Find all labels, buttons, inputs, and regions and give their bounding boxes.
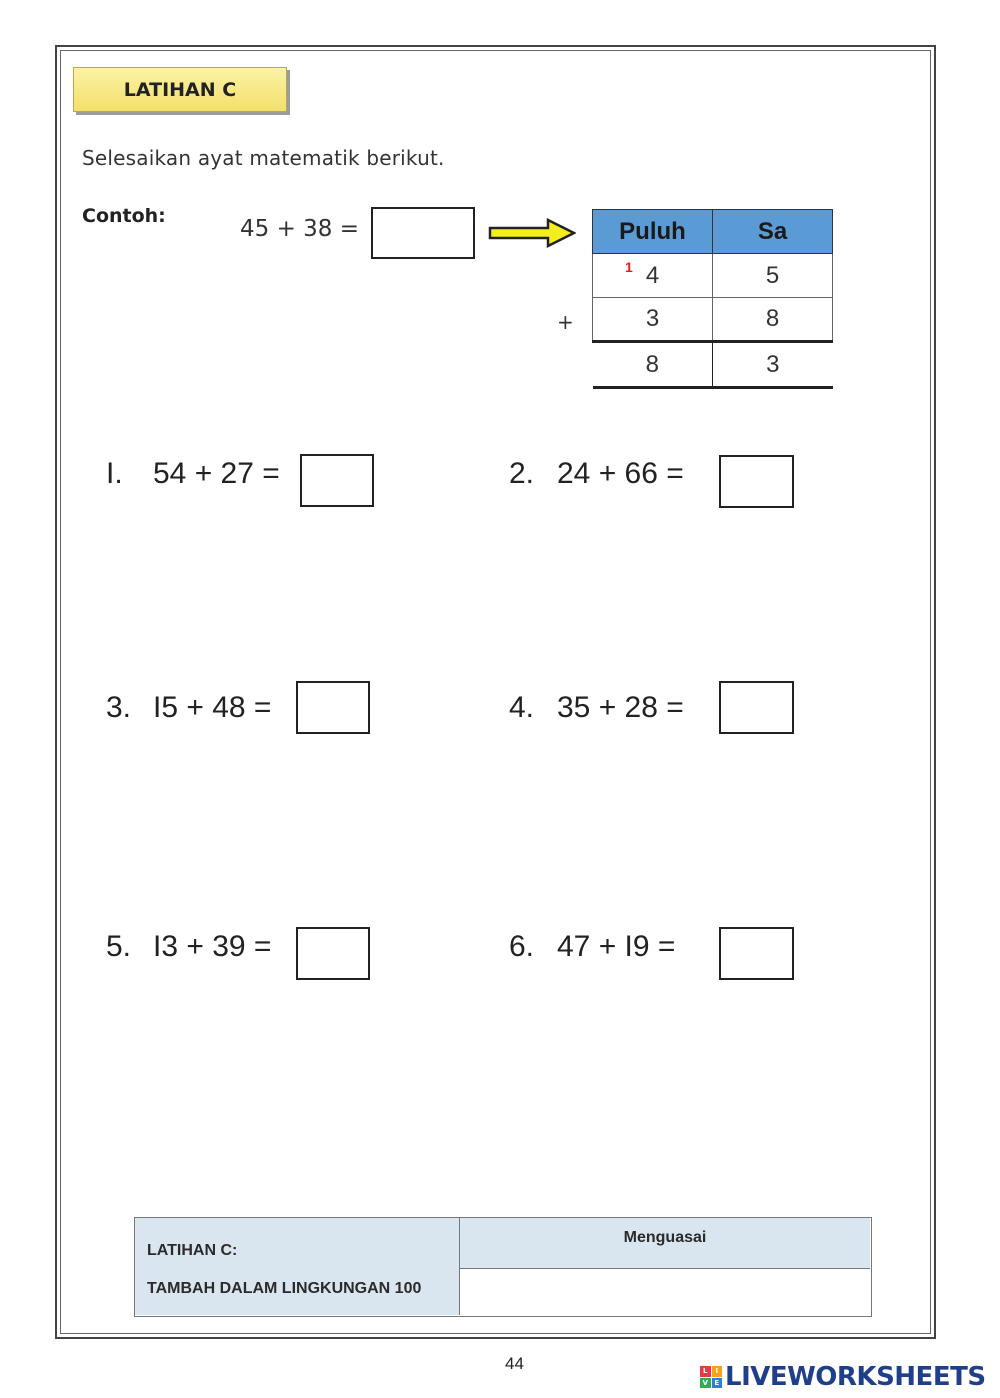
mastery-input-cell[interactable] (460, 1269, 870, 1315)
table-cell: 3 (713, 342, 833, 388)
liveworksheets-brand (700, 1362, 986, 1392)
question-equation: 47 + I9 = (557, 930, 676, 963)
exercise-title-badge: LATIHAN C (73, 67, 287, 112)
answer-box[interactable] (296, 927, 370, 980)
header-puluh: Puluh (593, 210, 713, 254)
mastery-summary-table (134, 1217, 872, 1317)
menguasai-label: Menguasai (623, 1229, 707, 1246)
summary-label-cell (135, 1218, 460, 1315)
answer-box[interactable] (300, 454, 374, 507)
table-cell (593, 254, 713, 298)
example-label: Contoh: (82, 205, 166, 227)
answer-box[interactable] (296, 681, 370, 734)
question-equation: 35 + 28 = (557, 691, 684, 724)
example-answer-box[interactable] (371, 207, 475, 259)
summary-subtitle: TAMBAH DALAM LINGKUNGAN 100 (147, 1280, 422, 1297)
cell-value: 4 (645, 261, 660, 289)
arrow-right-icon (488, 218, 576, 248)
table-header-row (593, 210, 833, 254)
header-sa: Sa (713, 210, 833, 254)
logo-letter: I (712, 1366, 723, 1377)
table-cell: 3 (593, 298, 713, 342)
plus-sign: + (557, 310, 574, 334)
question-number: 5. (106, 930, 132, 963)
question-number: 2. (509, 457, 535, 490)
question-equation: 54 + 27 = (153, 457, 280, 490)
answer-box[interactable] (719, 681, 794, 734)
question-number: I. (106, 457, 123, 490)
logo-letter: E (712, 1378, 723, 1389)
answer-box[interactable] (719, 927, 794, 980)
summary-title: LATIHAN C: (147, 1242, 238, 1259)
summary-header-cell (460, 1218, 870, 1269)
logo-letter: V (700, 1378, 711, 1389)
question-number: 6. (509, 930, 535, 963)
place-value-table (592, 209, 833, 389)
table-row (593, 254, 833, 298)
question-number: 4. (509, 691, 535, 724)
question-equation: I3 + 39 = (153, 930, 272, 963)
question-equation: 24 + 66 = (557, 457, 684, 490)
table-total-row (593, 342, 833, 388)
table-cell: 5 (713, 254, 833, 298)
logo-letter: L (700, 1366, 711, 1377)
answer-box[interactable] (719, 455, 794, 508)
question-equation: I5 + 48 = (153, 691, 272, 724)
example-equation: 45 + 38 = (240, 216, 360, 242)
table-cell: 8 (593, 342, 713, 388)
brand-text: LIVEWORKSHEETS (725, 1362, 986, 1392)
table-row (593, 298, 833, 342)
liveworksheets-logo-icon (700, 1366, 722, 1388)
instruction-text: Selesaikan ayat matematik berikut. (82, 146, 445, 170)
carry-mark: 1 (625, 259, 633, 275)
page-number: 44 (505, 1354, 524, 1373)
question-number: 3. (106, 691, 132, 724)
table-cell: 8 (713, 298, 833, 342)
